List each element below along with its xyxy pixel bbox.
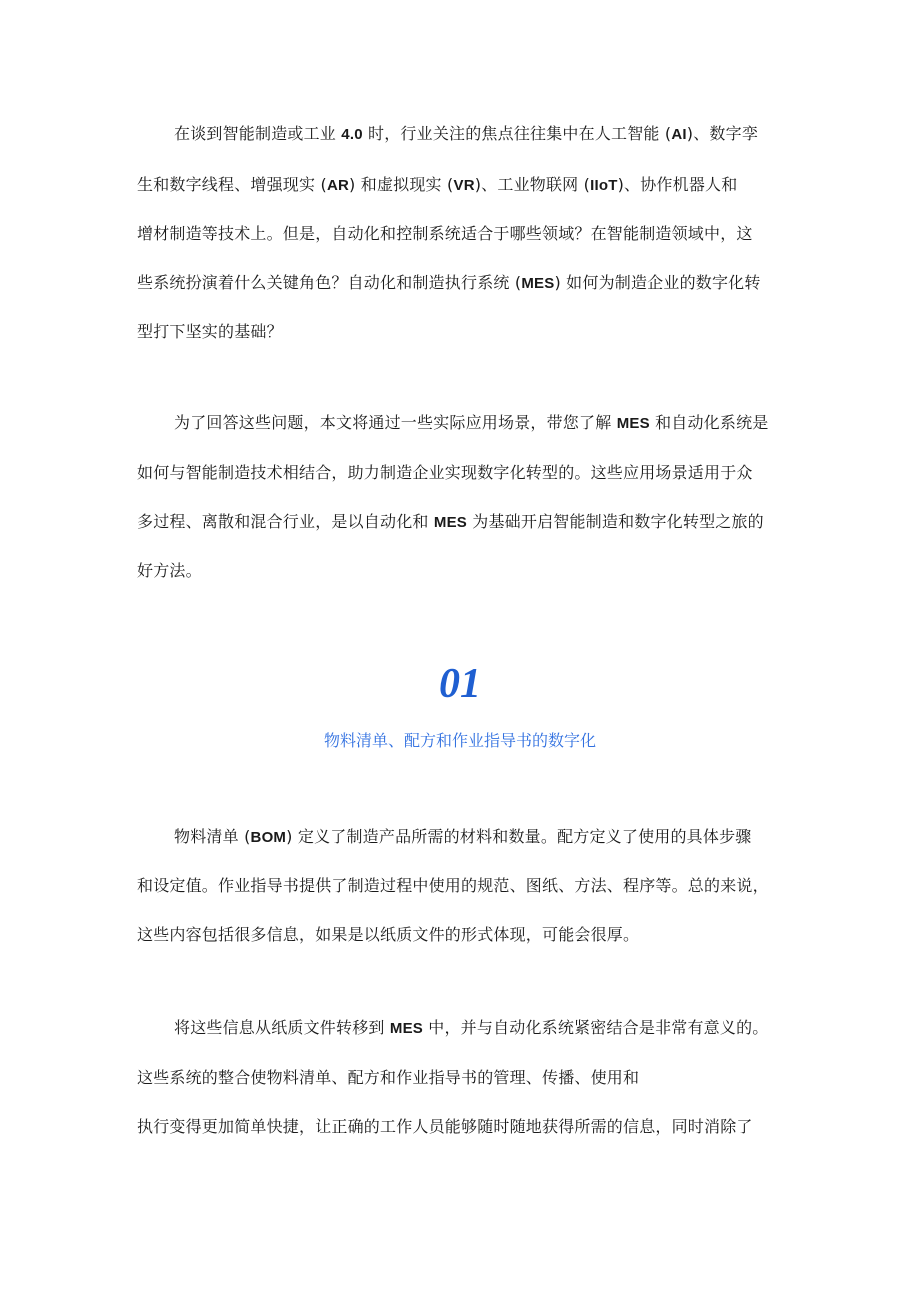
paragraph-1-line-4: 些系统扮演着什么关键角色？自动化和制造执行系统 (MES) 如何为制造企业的数字化转	[137, 273, 761, 292]
paragraph-1-line-5: 型打下坚实的基础？	[137, 322, 283, 341]
paragraph-1-line-2: 生和数字线程、增强现实 (AR) 和虚拟现实 (VR)、工业物联网 (IIoT)、协作机器人和	[137, 175, 738, 194]
paragraph-4-line-2: 这些系统的整合使物料清单、配方和作业指导书的管理、传播、使用和	[137, 1068, 640, 1087]
paragraph-1-line-1: 在谈到智能制造或工业 4.0 时，行业关注的焦点往往集中在人工智能 (AI)、数字孪	[174, 124, 759, 143]
paragraph-4-line-1: 将这些信息从纸质文件转移到 MES 中，并与自动化系统紧密结合是非常有意义的。	[174, 1018, 769, 1037]
section-title: 物料清单、配方和作业指导书的数字化	[323, 731, 596, 750]
paragraph-3-line-3: 这些内容包括很多信息，如果是以纸质文件的形式体现，可能会很厚。	[137, 925, 640, 944]
paragraph-2-line-2: 如何与智能制造技术相结合，助力制造企业实现数字化转型的。这些应用场景适用于众	[137, 463, 753, 482]
paragraph-2-line-4: 好方法。	[137, 561, 202, 580]
paragraph-1-line-3: 增材制造等技术上。但是，自动化和控制系统适合于哪些领域？在智能制造领域中，这	[137, 224, 753, 243]
paragraph-3-line-2: 和设定值。作业指导书提供了制造过程中使用的规范、图纸、方法、程序等。总的来说，	[137, 876, 769, 895]
section-number: 01	[439, 661, 481, 707]
paragraph-2-line-3: 多过程、离散和混合行业，是以自动化和 MES 为基础开启智能制造和数字化转型之旅的	[137, 512, 764, 531]
paragraph-4-line-3: 执行变得更加简单快捷，让正确的工作人员能够随时随地获得所需的信息，同时消除了	[137, 1117, 753, 1136]
paragraph-2-line-1: 为了回答这些问题，本文将通过一些实际应用场景，带您了解 MES 和自动化系统是	[174, 413, 769, 432]
paragraph-3-line-1: 物料清单 (BOM) 定义了制造产品所需的材料和数量。配方定义了使用的具体步骤	[174, 827, 752, 846]
